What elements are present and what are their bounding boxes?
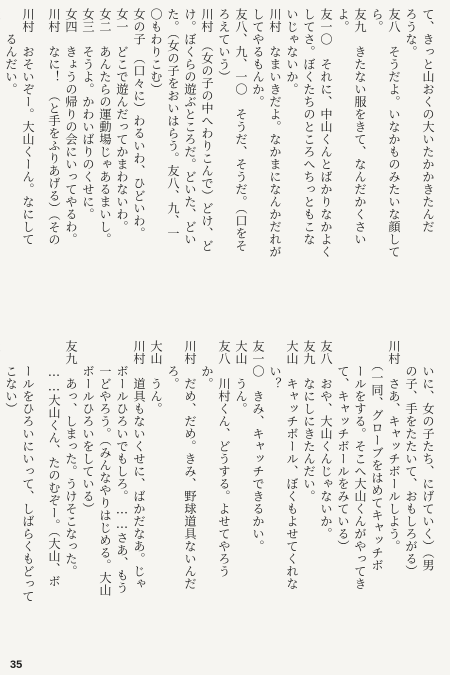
text-line: 友九 きたない服をきて、なんだかくさい bbox=[353, 8, 367, 246]
text-line: 友八、九、一〇 そうだ、そうだ。（口をそ bbox=[234, 8, 248, 252]
text-line: いじゃないか。 bbox=[285, 8, 299, 96]
text-line: の子、手をたたいて、おもしろがる） bbox=[404, 340, 418, 578]
text-line: 大山 キャッチボール、ぼくもよせてくれな bbox=[285, 340, 299, 590]
text-line: 友八 そうだよ。いなかものみたいな顔して bbox=[387, 8, 401, 258]
text-line: 友八 おや、大山くんじゃないか。 bbox=[319, 340, 333, 540]
text-line: 川村 だめ、だめ。きみ、野球道具ないんだ bbox=[183, 340, 197, 590]
text-line: か。 bbox=[200, 340, 214, 390]
text-line: こない） bbox=[4, 340, 18, 415]
text-line: 友一〇 それに、中山くんとばかりなかよく bbox=[319, 8, 333, 258]
text-line bbox=[0, 8, 2, 328]
text-line: 川村 なに！ （と手をふりあげる）（その bbox=[47, 8, 61, 246]
text-line: 〇もわりこむ） bbox=[149, 8, 163, 96]
text-line: 川村 道具もないくせに、ばかだなあ。じゃ bbox=[132, 340, 146, 590]
text-line: 女一 どこで遊んだってかまわないわ。 bbox=[115, 8, 129, 233]
text-line: ろ。 bbox=[166, 340, 180, 390]
text-line: 一どやろう。（みんなやりはじめる。大山 bbox=[98, 340, 112, 597]
text-line: ろうな。 bbox=[404, 8, 418, 58]
text-line: るんだい。 bbox=[4, 8, 18, 96]
upper-text-block bbox=[4, 8, 436, 328]
text-line: よ。 bbox=[336, 8, 350, 33]
text-line: 大山 うん。 bbox=[234, 340, 248, 415]
text-line: 女二 あんたらの運動場じゃあるまいし。 bbox=[98, 8, 112, 246]
text-line: 川村 なまいきだよ。なかまになんかだれが bbox=[268, 8, 282, 258]
column-gap bbox=[37, 340, 45, 658]
text-line: してさ。ぼくたちのところへちっともこな bbox=[302, 8, 316, 246]
text-line: 友一〇 きみ、キャッチできるかい。 bbox=[251, 340, 265, 553]
text-line: 川村 （女の子の中へわりこんで）どけ、ど bbox=[200, 8, 214, 252]
text-line: 女の子 （口々に）わるいわ、ひどいわ。 bbox=[132, 8, 146, 240]
text-line: （一同、グローブをはめてキャッチボ bbox=[370, 340, 384, 572]
text-line: ボールひろいをしている） bbox=[81, 340, 95, 515]
text-line: て、きっと山おくの大いたかかきたんだ bbox=[421, 8, 435, 233]
text-line: いに、女の子たち、にげていく）（男 bbox=[421, 340, 435, 572]
text-line: ールをする。そこへ大山くんがやってき bbox=[353, 340, 367, 590]
text-line: ボールひろいでもしろ。……さあ、もう bbox=[115, 340, 129, 594]
column-gap bbox=[37, 8, 45, 328]
text-line: た。（女の子をおいはらう。友八、九、一 bbox=[166, 8, 180, 240]
text-line: してやるもんか。 bbox=[251, 8, 265, 108]
text-line: 友九 なにしにきたんだい。 bbox=[302, 340, 316, 503]
text-line: ールをひろいにいって、しばらくもどって bbox=[21, 340, 35, 603]
text-line: 女三 そうよ。かわいばりのくせに。 bbox=[81, 8, 95, 221]
text-line: 友九 あっ、しまった。うけそこなった。 bbox=[64, 340, 78, 578]
text-line: ろえていう） bbox=[217, 8, 231, 83]
text-line: 川村 さあ、キャッチボールしよう。 bbox=[387, 340, 401, 553]
text-line: い？ bbox=[268, 340, 282, 390]
text-line: 川村 おそいぞー。大山くーん。なにして bbox=[21, 8, 35, 246]
text-line: て、キャッチボールをみている） bbox=[336, 340, 350, 553]
text-line: ……大山くん、たのむぞー。（大山、ボ bbox=[47, 340, 61, 588]
text-line: け。ぼくらの遊ぶところだ。どいた、どい bbox=[183, 8, 197, 246]
text-line: 女四 きょうの帰りの会にいってやるわ。 bbox=[64, 8, 78, 246]
lower-text-block bbox=[4, 340, 436, 658]
page-number: 35 bbox=[10, 659, 23, 671]
text-line: ら。 bbox=[370, 8, 384, 33]
text-line bbox=[0, 340, 2, 658]
text-line: 友八 川村くん、どうする。よせてやろう bbox=[217, 340, 231, 578]
text-line: 大山 うん。 bbox=[149, 340, 163, 415]
